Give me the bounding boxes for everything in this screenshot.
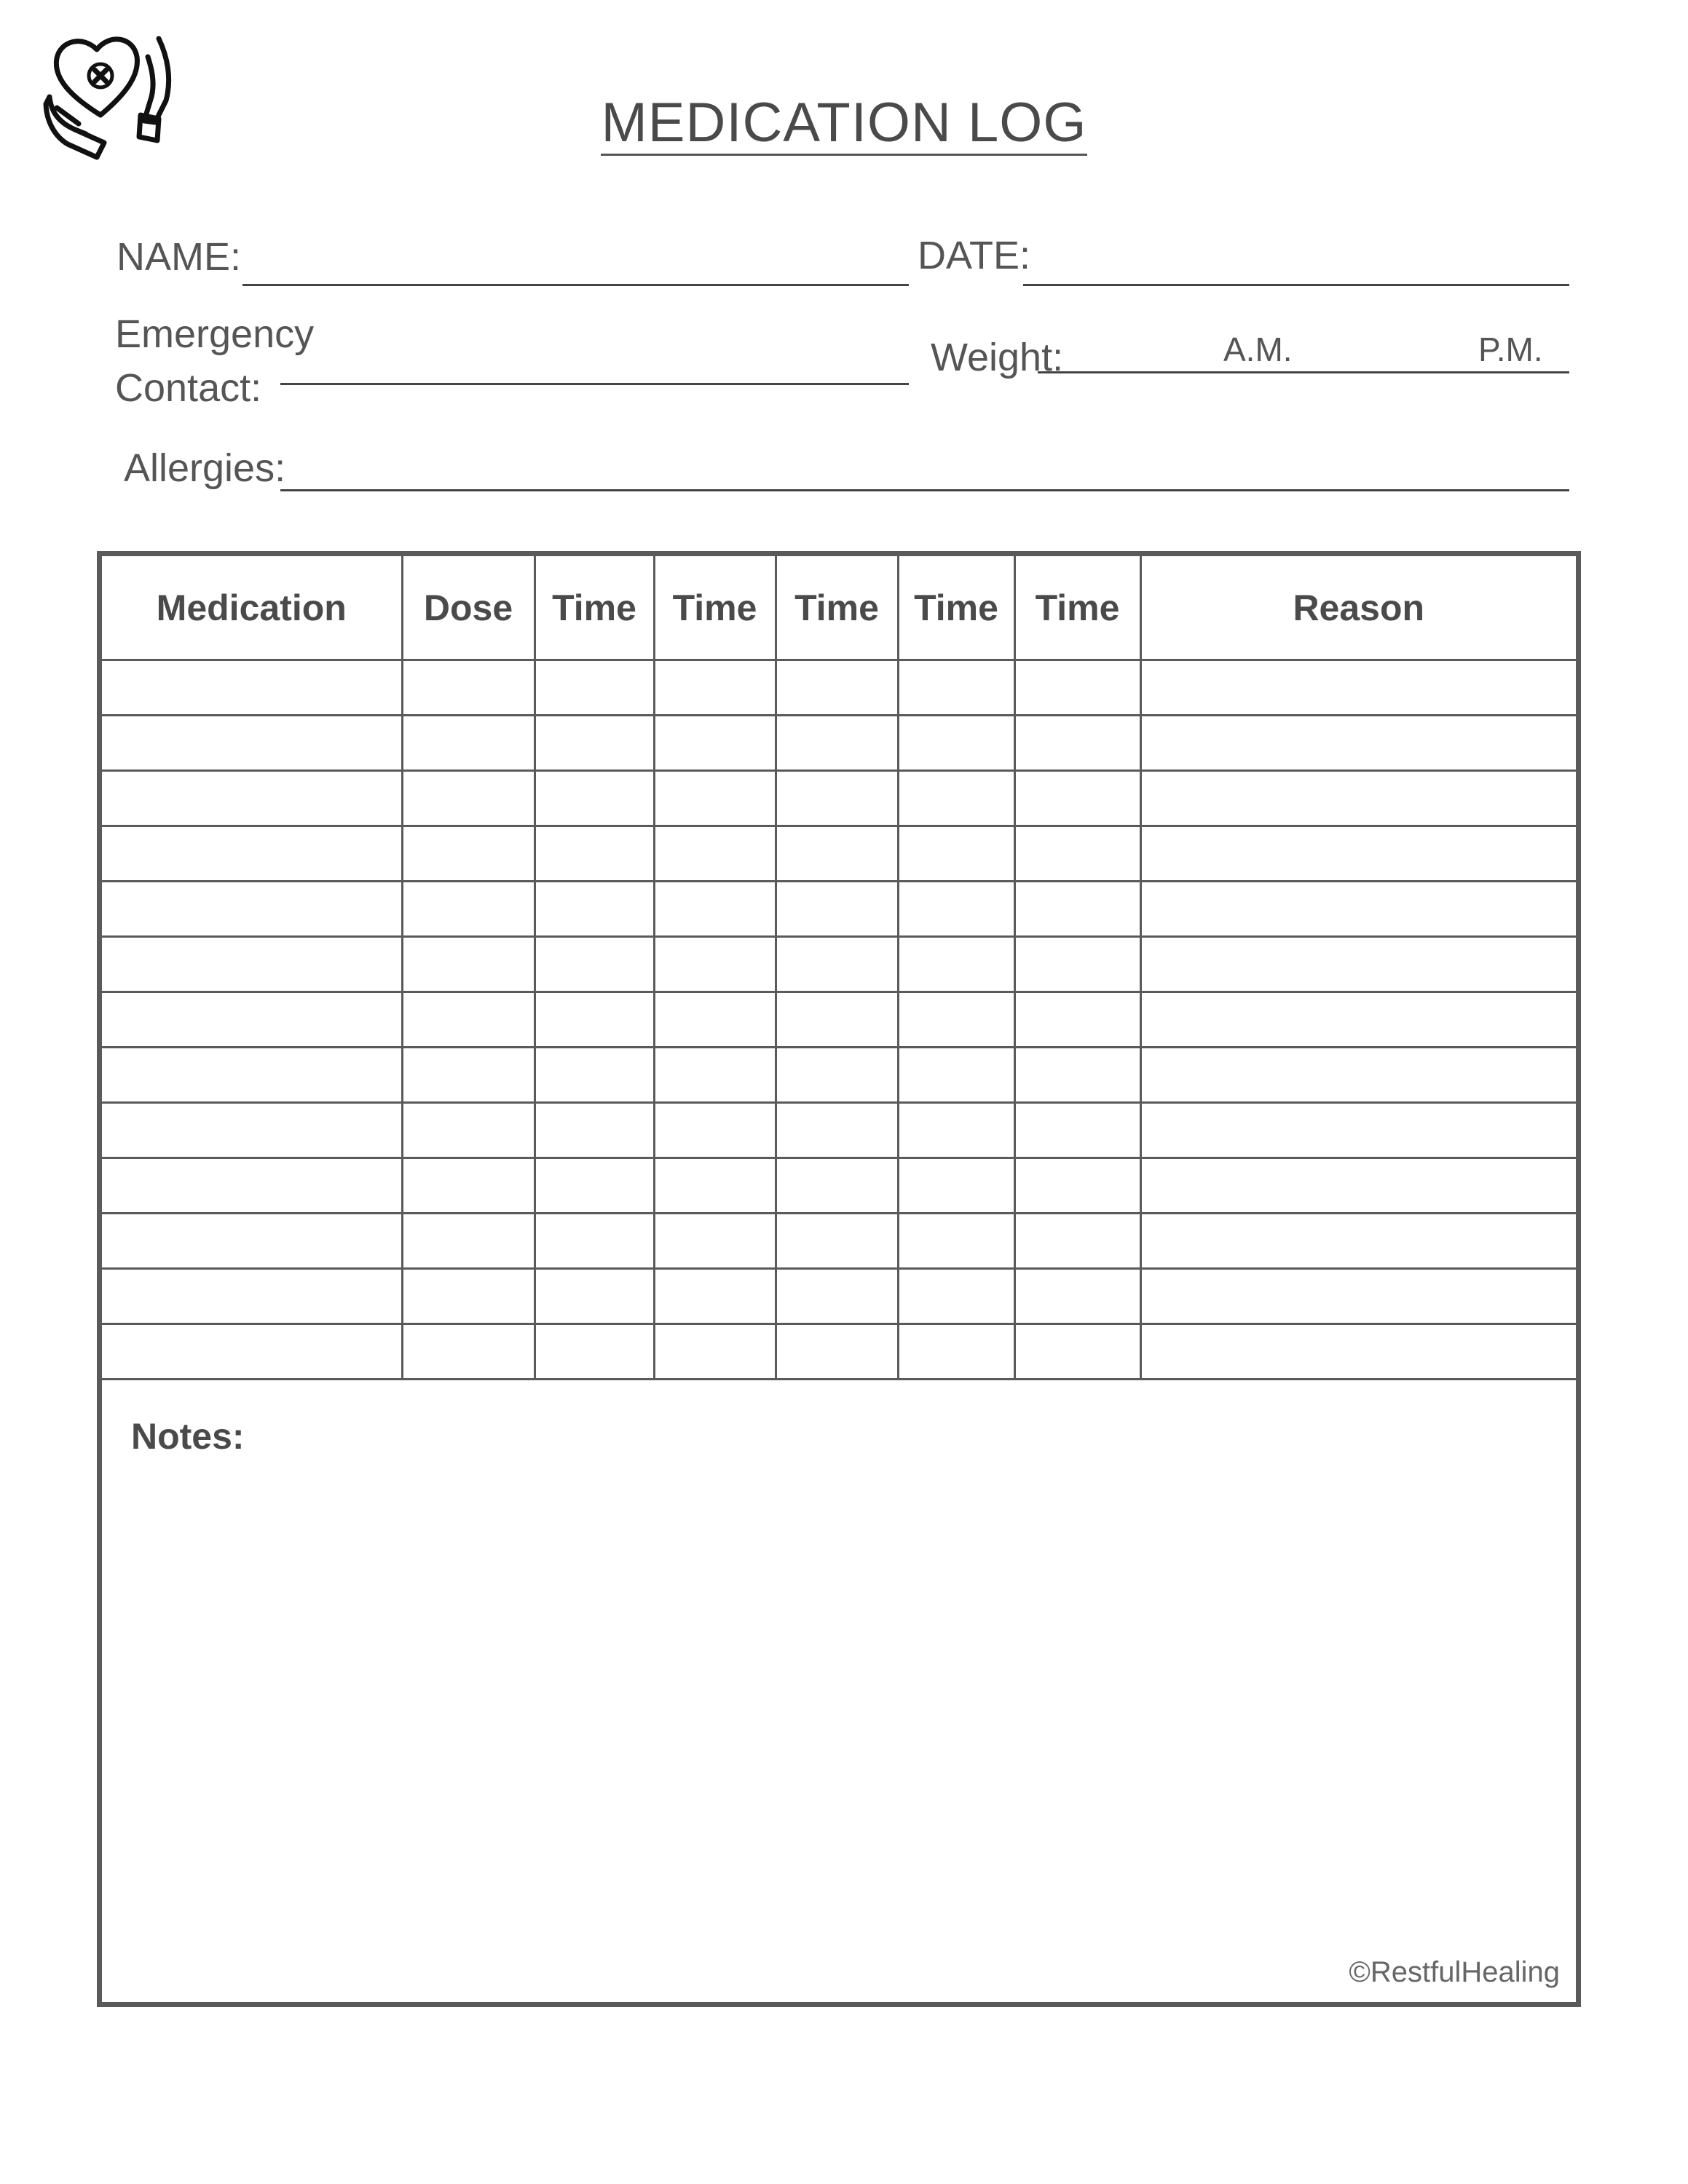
table-cell[interactable] bbox=[898, 716, 1014, 771]
emergency-label-line2: Contact: bbox=[115, 366, 262, 410]
table-cell[interactable] bbox=[535, 937, 654, 992]
table-cell[interactable] bbox=[402, 1048, 535, 1103]
table-cell[interactable] bbox=[102, 937, 402, 992]
table-cell[interactable] bbox=[1140, 937, 1576, 992]
table-cell[interactable] bbox=[535, 882, 654, 937]
allergies-field[interactable] bbox=[280, 489, 1569, 491]
table-cell[interactable] bbox=[654, 1214, 776, 1269]
copyright-text: ©RestfulHealing bbox=[1349, 1956, 1560, 1988]
table-cell[interactable] bbox=[535, 992, 654, 1048]
table-cell[interactable] bbox=[402, 716, 535, 771]
table-cell[interactable] bbox=[535, 1324, 654, 1380]
weight-label: Weight: bbox=[931, 336, 1064, 379]
table-cell[interactable] bbox=[535, 1214, 654, 1269]
date-label: DATE: bbox=[918, 234, 1031, 277]
column-header-dose: Dose bbox=[402, 556, 535, 660]
table-cell[interactable] bbox=[776, 1158, 898, 1214]
table-cell[interactable] bbox=[776, 826, 898, 882]
column-header-time-5: Time bbox=[1014, 556, 1140, 660]
table-cell[interactable] bbox=[402, 937, 535, 992]
table-row bbox=[102, 937, 1576, 992]
table-cell[interactable] bbox=[776, 992, 898, 1048]
table-cell[interactable] bbox=[898, 1269, 1014, 1324]
table-cell[interactable] bbox=[654, 1158, 776, 1214]
table-cell[interactable] bbox=[654, 716, 776, 771]
table-cell[interactable] bbox=[1014, 716, 1140, 771]
table-cell[interactable] bbox=[898, 771, 1014, 826]
table-cell[interactable] bbox=[402, 1214, 535, 1269]
table-cell[interactable] bbox=[402, 771, 535, 826]
table-cell[interactable] bbox=[776, 882, 898, 937]
medication-log-frame bbox=[97, 551, 1581, 2007]
table-cell[interactable] bbox=[1014, 1269, 1140, 1324]
table-row bbox=[102, 826, 1576, 882]
table-cell[interactable] bbox=[402, 1324, 535, 1380]
table-row bbox=[102, 716, 1576, 771]
table-cell[interactable] bbox=[402, 826, 535, 882]
column-header-reason: Reason bbox=[1140, 556, 1576, 660]
table-cell[interactable] bbox=[898, 937, 1014, 992]
table-cell[interactable] bbox=[776, 1269, 898, 1324]
table-cell[interactable] bbox=[102, 1324, 402, 1380]
table-cell[interactable] bbox=[776, 771, 898, 826]
table-cell[interactable] bbox=[1014, 937, 1140, 992]
name-field[interactable] bbox=[242, 284, 909, 286]
table-row bbox=[102, 992, 1576, 1048]
table-cell[interactable] bbox=[402, 882, 535, 937]
column-header-time-4: Time bbox=[898, 556, 1014, 660]
table-row bbox=[102, 1048, 1576, 1103]
table-cell[interactable] bbox=[1140, 1103, 1576, 1158]
table-cell[interactable] bbox=[1140, 882, 1576, 937]
table-cell[interactable] bbox=[102, 1214, 402, 1269]
table-cell[interactable] bbox=[1140, 992, 1576, 1048]
notes-label: Notes: bbox=[131, 1416, 245, 1457]
date-field[interactable] bbox=[1023, 284, 1569, 286]
table-cell[interactable] bbox=[1140, 771, 1576, 826]
table-cell[interactable] bbox=[102, 1103, 402, 1158]
table-row bbox=[102, 660, 1576, 716]
table-row bbox=[102, 1214, 1576, 1269]
table-cell[interactable] bbox=[776, 716, 898, 771]
medication-table bbox=[102, 556, 1576, 1380]
table-row bbox=[102, 1324, 1576, 1380]
table-cell[interactable] bbox=[535, 826, 654, 882]
table-cell[interactable] bbox=[654, 882, 776, 937]
table-cell[interactable] bbox=[102, 1158, 402, 1214]
table-cell[interactable] bbox=[535, 1103, 654, 1158]
table-cell[interactable] bbox=[1140, 716, 1576, 771]
table-cell[interactable] bbox=[1140, 660, 1576, 716]
table-cell[interactable] bbox=[1014, 1324, 1140, 1380]
table-header-row bbox=[102, 556, 1576, 660]
table-cell[interactable] bbox=[402, 1269, 535, 1324]
table-cell[interactable] bbox=[898, 882, 1014, 937]
table-cell[interactable] bbox=[654, 826, 776, 882]
table-cell[interactable] bbox=[1014, 992, 1140, 1048]
table-cell[interactable] bbox=[1014, 660, 1140, 716]
table-cell[interactable] bbox=[1014, 882, 1140, 937]
table-row bbox=[102, 882, 1576, 937]
column-header-time-3: Time bbox=[776, 556, 898, 660]
table-cell[interactable] bbox=[102, 716, 402, 771]
table-cell[interactable] bbox=[654, 771, 776, 826]
table-cell[interactable] bbox=[776, 937, 898, 992]
table-cell[interactable] bbox=[898, 1324, 1014, 1380]
table-cell[interactable] bbox=[654, 1324, 776, 1380]
table-cell[interactable] bbox=[535, 1158, 654, 1214]
table-cell[interactable] bbox=[535, 771, 654, 826]
table-cell[interactable] bbox=[1140, 1269, 1576, 1324]
table-cell[interactable] bbox=[402, 992, 535, 1048]
table-cell[interactable] bbox=[654, 1048, 776, 1103]
table-cell[interactable] bbox=[898, 992, 1014, 1048]
table-cell[interactable] bbox=[898, 1214, 1014, 1269]
emergency-label-line1: Emergency bbox=[115, 312, 315, 356]
table-cell[interactable] bbox=[898, 1158, 1014, 1214]
allergies-label: Allergies: bbox=[124, 446, 286, 490]
table-cell[interactable] bbox=[1140, 826, 1576, 882]
table-cell[interactable] bbox=[1140, 1214, 1576, 1269]
table-cell[interactable] bbox=[1140, 1048, 1576, 1103]
table-cell[interactable] bbox=[535, 1048, 654, 1103]
table-cell[interactable] bbox=[1014, 771, 1140, 826]
table-cell[interactable] bbox=[1014, 1048, 1140, 1103]
column-header-time-2: Time bbox=[654, 556, 776, 660]
table-cell[interactable] bbox=[776, 1214, 898, 1269]
table-cell[interactable] bbox=[776, 1324, 898, 1380]
table-cell[interactable] bbox=[402, 1158, 535, 1214]
page-title: MEDICATION LOG bbox=[0, 91, 1688, 154]
table-cell[interactable] bbox=[402, 1103, 535, 1158]
table-cell[interactable] bbox=[1014, 1103, 1140, 1158]
table-cell[interactable] bbox=[1014, 826, 1140, 882]
table-cell[interactable] bbox=[102, 882, 402, 937]
table-cell[interactable] bbox=[1014, 1214, 1140, 1269]
table-cell[interactable] bbox=[535, 1269, 654, 1324]
table-cell[interactable] bbox=[898, 1103, 1014, 1158]
weight-field[interactable] bbox=[1038, 371, 1569, 373]
table-cell[interactable] bbox=[102, 1048, 402, 1103]
table-cell[interactable] bbox=[102, 826, 402, 882]
table-cell[interactable] bbox=[776, 1048, 898, 1103]
table-cell[interactable] bbox=[776, 660, 898, 716]
table-cell[interactable] bbox=[654, 660, 776, 716]
table-row bbox=[102, 1269, 1576, 1324]
table-cell[interactable] bbox=[102, 660, 402, 716]
table-row bbox=[102, 1158, 1576, 1214]
table-cell[interactable] bbox=[535, 716, 654, 771]
table-cell[interactable] bbox=[654, 1103, 776, 1158]
table-body bbox=[102, 660, 1576, 1380]
pm-label: P.M. bbox=[1478, 331, 1543, 368]
table-cell[interactable] bbox=[102, 771, 402, 826]
table-cell[interactable] bbox=[535, 660, 654, 716]
column-header-medication: Medication bbox=[102, 556, 402, 660]
table-cell[interactable] bbox=[898, 826, 1014, 882]
table-cell[interactable] bbox=[654, 937, 776, 992]
table-cell[interactable] bbox=[102, 992, 402, 1048]
name-label: NAME: bbox=[117, 235, 242, 279]
table-row bbox=[102, 771, 1576, 826]
table-cell[interactable] bbox=[898, 660, 1014, 716]
am-label: A.M. bbox=[1223, 331, 1293, 368]
column-header-time-1: Time bbox=[535, 556, 654, 660]
table-row bbox=[102, 1103, 1576, 1158]
emergency-contact-field[interactable] bbox=[280, 383, 909, 385]
table-cell[interactable] bbox=[898, 1048, 1014, 1103]
table-cell[interactable] bbox=[654, 992, 776, 1048]
table-cell[interactable] bbox=[102, 1269, 402, 1324]
table-cell[interactable] bbox=[654, 1269, 776, 1324]
table-cell[interactable] bbox=[1140, 1324, 1576, 1380]
table-cell[interactable] bbox=[402, 660, 535, 716]
table-cell[interactable] bbox=[1014, 1158, 1140, 1214]
table-cell[interactable] bbox=[776, 1103, 898, 1158]
table-cell[interactable] bbox=[1140, 1158, 1576, 1214]
